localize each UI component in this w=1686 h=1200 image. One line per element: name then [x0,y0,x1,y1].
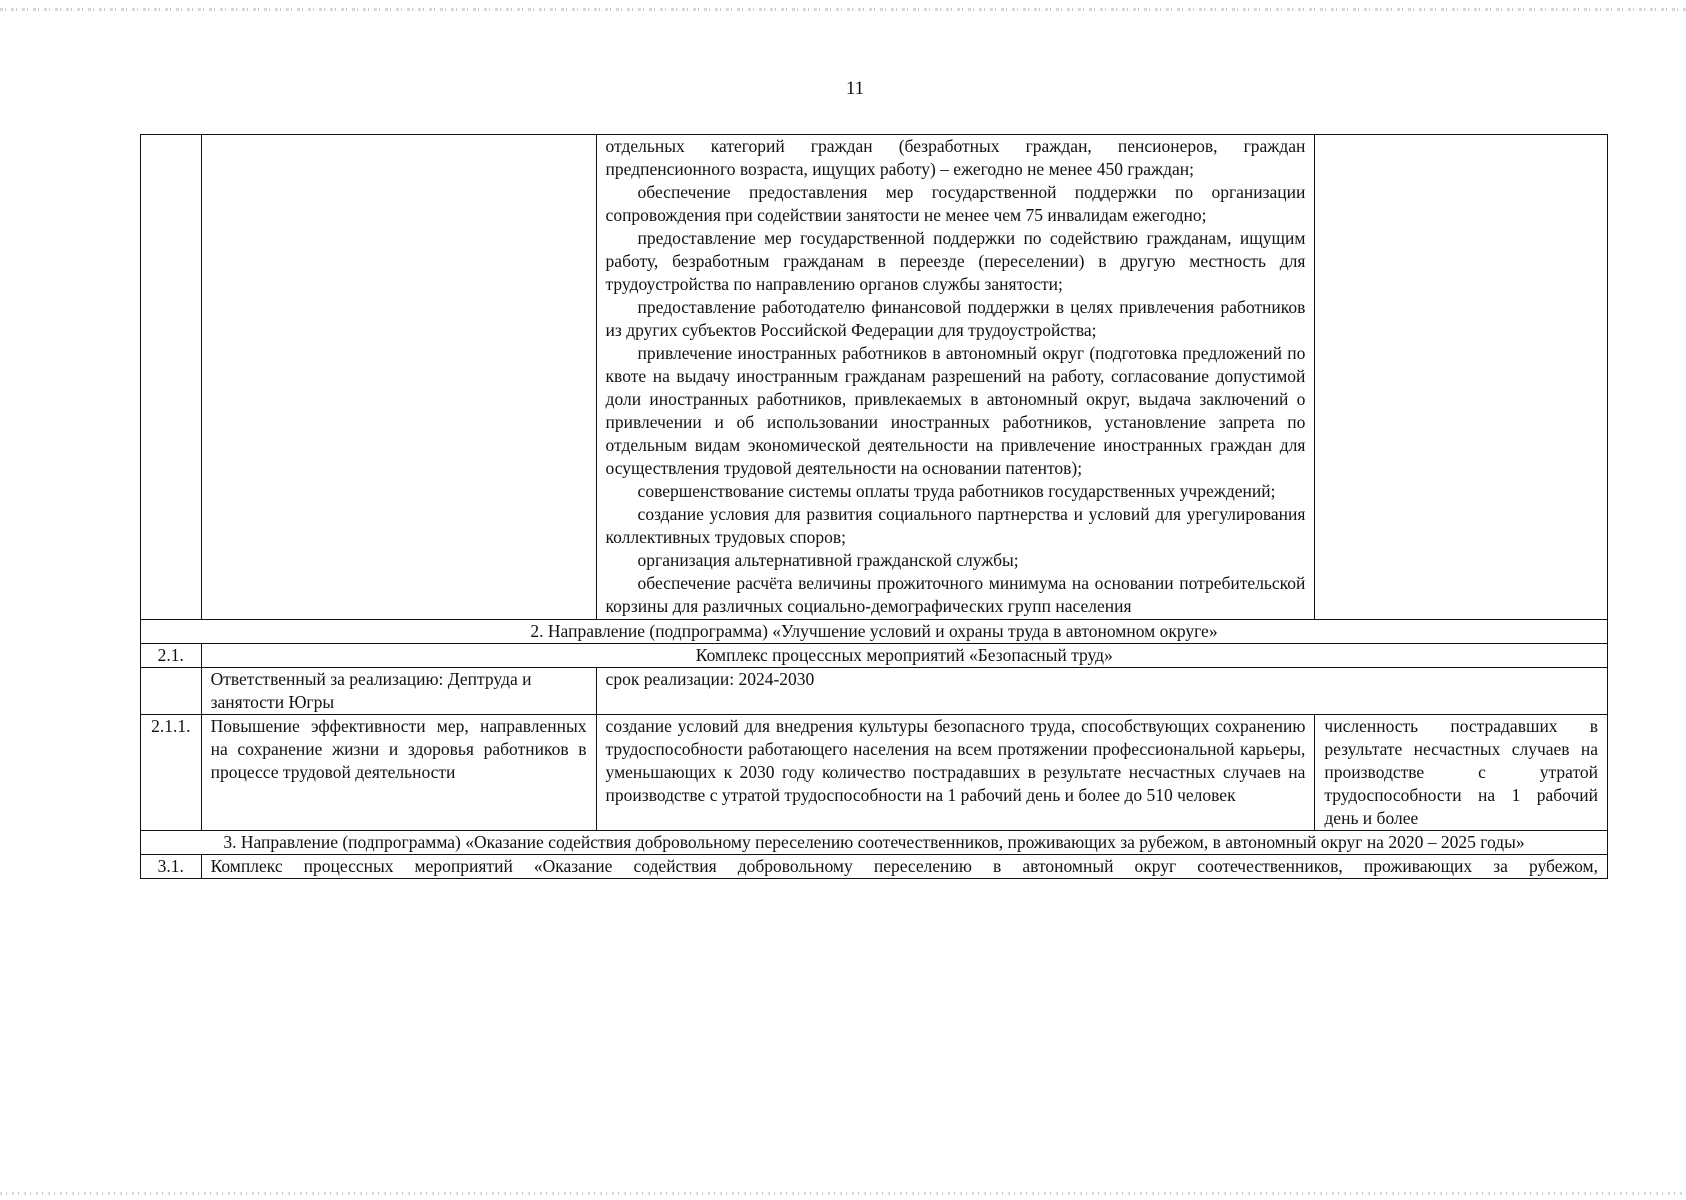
responsible-row [141,668,1608,715]
measure-lead: отдельных категорий граждан (безработных граждан, пенсионеров, граждан предпенсионного возраста, ищущих работу) – ежегодно не менее 450 граждан; [605,136,1306,179]
indicator-cell [1315,135,1608,620]
measure-item: предоставление мер государственной поддержки по содействию гражданам, ищущим работу, безработным гражданам в переезде (переселении) в другую местность для трудоустройства по направлению органов службы занятости; [605,228,1306,294]
task-indicator: численность пострадавших в результате несчастных случаев на производстве с утратой трудоспособности на 1 рабочий день и более [1315,715,1608,831]
section3-heading: 3. Направление (подпрограмма) «Оказание содействия добровольному переселению соотечественников, проживающих за рубежом, в автономный округ на 2020 – 2025 годы» [141,831,1608,855]
measure-item: обеспечение предоставления мер государственной поддержки по организации сопровождения при содействии занятости не менее чем 75 инвалидам ежегодно; [605,182,1306,225]
complex-number: 2.1. [141,644,202,668]
complex-title [201,855,1607,879]
complex-row [141,855,1608,879]
empty-cell [141,668,202,715]
page-number: 11 [845,78,865,99]
name-cell [201,135,596,620]
task-effect: создание условий для внедрения культуры безопасного труда, способствующих сохранению трудоспособности работающего населения на всем протяжении профессиональной карьеры, уменьшающих к 2030 году количество пострадавших в результате несчастных случаев на производстве с утратой трудоспособности на 1 рабочий день и более до 510 человек [596,715,1315,831]
measure-item: совершенствование системы оплаты труда работников государственных учреждений; [637,481,1276,501]
responsible-cell: Ответственный за реализацию: Дептруда и занятости Югры [201,668,596,715]
scan-edge-bottom [0,1192,1686,1195]
measure-item: создание условия для развития социального партнерства и условий для урегулирования коллективных трудовых споров; [605,504,1306,547]
measure-item: обеспечение расчёта величины прожиточного минимума на основании потребительской корзины для различных социально-демографических групп населения [605,573,1306,616]
task-row [141,715,1608,831]
term-cell: срок реализации: 2024-2030 [596,668,1607,715]
complex-title-text: Комплекс процессных мероприятий «Оказание содействия добровольному переселению в автономный округ соотечественников, проживающих за рубежом, [210,856,1598,876]
number-cell [141,135,202,620]
section-heading-row [141,620,1608,644]
complex-number: 3.1. [141,855,202,879]
complex-row [141,644,1608,668]
scan-edge-top [0,8,1686,11]
program-table [140,134,1608,879]
measure-item: привлечение иностранных работников в автономный округ (подготовка предложений по квоте на выдачу иностранным гражданам разрешений на работу, согласование допустимой доли иностранных работников, привлекаемых в автономный округ, выдача заключений о привлечении и об использовании иностранных работников, установление запрета по отдельным видам экономической деятельности на привлечение иностранных граждан для осуществления трудовой деятельности на основании патентов); [605,343,1306,478]
section-heading-row [141,831,1608,855]
task-number: 2.1.1. [141,715,202,831]
measures-cell [596,135,1315,620]
section2-heading: 2. Направление (подпрограмма) «Улучшение условий и охраны труда в автономном округе» [141,620,1608,644]
task-name: Повышение эффективности мер, направленных на сохранение жизни и здоровья работников в процессе трудовой деятельности [201,715,596,831]
measure-item: предоставление работодателю финансовой поддержки в целях привлечения работников из других субъектов Российской Федерации для трудоустройства; [605,297,1306,340]
continuation-row [141,135,1608,620]
complex-title: Комплекс процессных мероприятий «Безопасный труд» [201,644,1607,668]
measure-item: организация альтернативной гражданской службы; [637,550,1019,570]
